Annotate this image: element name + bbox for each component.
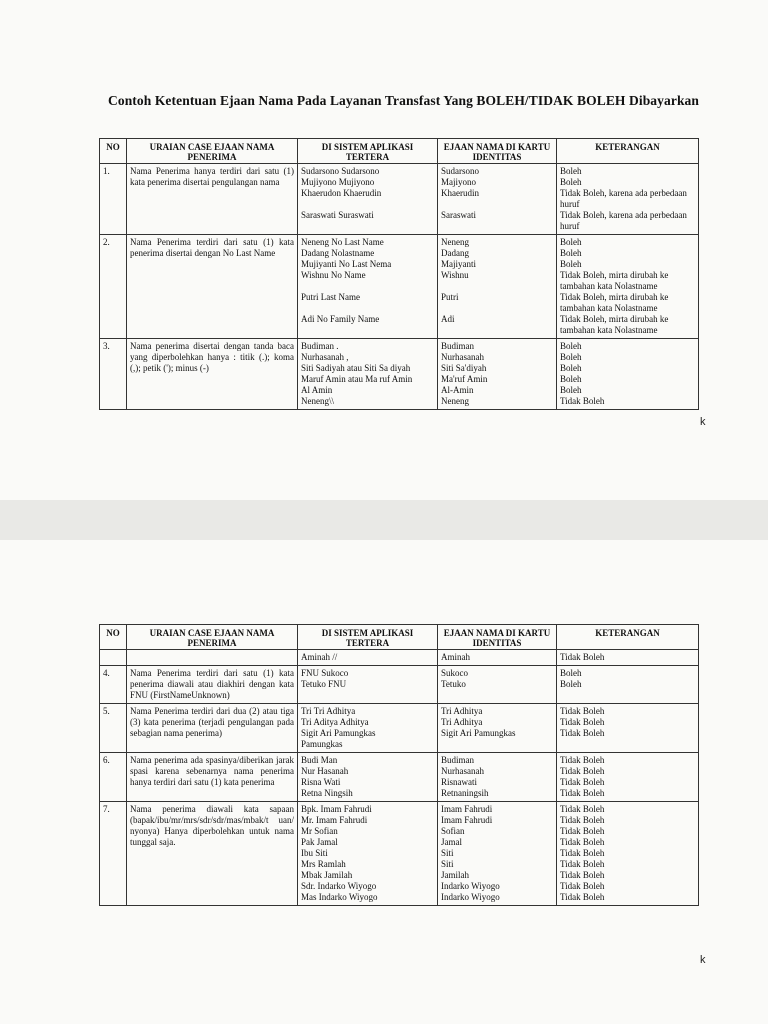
keterangan-line: Tidak Boleh: [560, 837, 605, 847]
cell-line: Mujiyono Mujiyono: [301, 177, 375, 187]
cell-keterangan: Tidak Boleh: [557, 650, 699, 666]
cell-line: Mrs Ramlah: [301, 859, 346, 869]
cell-line: Wishnu No Name: [301, 270, 366, 280]
cell-line: [301, 281, 434, 292]
keterangan-line: Boleh: [560, 374, 582, 384]
table-row: [100, 802, 699, 906]
cell-line: [441, 199, 553, 210]
header-keterangan: KETERANGAN: [557, 625, 699, 650]
cell-line: Imam Fahrudi: [441, 804, 493, 814]
keterangan-line: Tidak Boleh: [560, 870, 605, 880]
cell-line: Bpk. Imam Fahrudi: [301, 804, 372, 814]
cell-line: Siti: [441, 859, 454, 869]
cell-line: Tri Aditya Adhitya: [301, 717, 369, 727]
cell-keterangan: [557, 339, 699, 410]
cell-line: Sdr. Indarko Wiyogo: [301, 881, 377, 891]
cell-line: Putri: [441, 292, 459, 302]
cell-keterangan: [557, 753, 699, 802]
cell-sistem: Aminah //: [298, 650, 438, 666]
cell-no: 6.: [100, 753, 127, 802]
header-keterangan: KETERANGAN: [557, 139, 699, 164]
cell-line: Neneng No Last Name: [301, 237, 384, 247]
keterangan-line: Tidak Boleh: [560, 815, 605, 825]
cell-sistem: [298, 339, 438, 410]
cell-uraian: Nama Penerima terdiri dari satu (1) kata penerima disertai dengan No Last Name: [127, 235, 298, 339]
cell-line: Jamal: [441, 837, 462, 847]
cell-line: Wishnu: [441, 270, 469, 280]
rules-table-page-1: [99, 138, 699, 410]
cell-line: Mr Sofian: [301, 826, 338, 836]
cell-line: Imam Fahrudi: [441, 815, 493, 825]
cell-line: Khaerudon Khaerudin: [301, 188, 382, 198]
cell-no: 7.: [100, 802, 127, 906]
cell-line: Sudarsono Sudarsono: [301, 166, 380, 176]
cell-line: Khaerudin: [441, 188, 479, 198]
cell-line: Mr. Imam Fahrudi: [301, 815, 368, 825]
keterangan-line: Tidak Boleh, mirta dirubah ke tambahan kata Nolastname: [560, 292, 669, 313]
cell-line: Dadang: [441, 248, 469, 258]
cell-uraian: Nama penerima diawali kata sapaan (bapak/ibu/mr/mrs/sdr/sdr/mas/mbak/t uan/ nyonya) Hanya diperbolehkan untuk nama tunggal saja.: [127, 802, 298, 906]
keterangan-line: Tidak Boleh: [560, 728, 605, 738]
cell-no: [100, 650, 127, 666]
keterangan-line: Boleh: [560, 177, 582, 187]
cell-no: 1.: [100, 164, 127, 235]
cell-line: Tri Adhitya: [441, 717, 483, 727]
cell-line: Tetuko FNU: [301, 679, 347, 689]
table-header-row: [100, 625, 699, 650]
cell-ejaan: [438, 704, 557, 753]
cell-line: Saraswati Suraswati: [301, 210, 374, 220]
cell-line: Retna Ningsih: [301, 788, 353, 798]
cell-line: [301, 199, 434, 210]
cell-uraian: [127, 650, 298, 666]
cell-line: Neneng\\: [301, 396, 334, 406]
cell-ejaan: [438, 235, 557, 339]
keterangan-line: Boleh: [560, 668, 582, 678]
cell-line: Siti Sa'diyah: [441, 363, 487, 373]
page-gap: [0, 500, 768, 540]
keterangan-line: Boleh: [560, 248, 582, 258]
header-ejaan: EJAAN NAMA DI KARTU IDENTITAS: [438, 625, 557, 650]
table-header-row: [100, 139, 699, 164]
cell-line: Mujiyanti No Last Nema: [301, 259, 392, 269]
keterangan-line: Tidak Boleh, karena ada perbedaan huruf: [560, 188, 687, 209]
cell-line: Budi Man: [301, 755, 338, 765]
table-row: [100, 339, 699, 410]
cell-uraian: Nama Penerima terdiri dari dua (2) atau tiga (3) kata penerima (terjadi pengulangan pada sebagian nama penerima): [127, 704, 298, 753]
keterangan-line: Tidak Boleh: [560, 848, 605, 858]
cell-line: Indarko Wiyogo: [441, 881, 500, 891]
keterangan-line: Tidak Boleh: [560, 777, 605, 787]
cell-line: Mbak Jamilah: [301, 870, 353, 880]
cell-uraian: Nama penerima ada spasinya/diberikan jarak spasi karena sebenarnya nama penerima hanya terdiri dari satu (1) kata penerima: [127, 753, 298, 802]
cell-line: Budiman: [441, 755, 474, 765]
cell-no: 5.: [100, 704, 127, 753]
table-row: [100, 650, 699, 666]
cell-keterangan: [557, 666, 699, 704]
cell-line: Retnaningsih: [441, 788, 489, 798]
keterangan-line: Tidak Boleh: [560, 881, 605, 891]
cell-line: Nurhasanah: [441, 766, 484, 776]
keterangan-line: Tidak Boleh: [560, 706, 605, 716]
cell-uraian: Nama penerima disertai dengan tanda baca yang diperbolehkan hanya : titik (.); koma (,); petik ('); minus (-): [127, 339, 298, 410]
header-sistem: DI SISTEM APLIKASI TERTERA: [298, 625, 438, 650]
cell-line: [441, 303, 553, 314]
keterangan-line: Tidak Boleh: [560, 859, 605, 869]
keterangan-line: Tidak Boleh: [560, 788, 605, 798]
cell-line: FNU Sukoco: [301, 668, 349, 678]
keterangan-line: Boleh: [560, 679, 582, 689]
cell-sistem: [298, 802, 438, 906]
cell-line: Jamilah: [441, 870, 469, 880]
cell-no: 4.: [100, 666, 127, 704]
keterangan-line: Boleh: [560, 166, 582, 176]
keterangan-line: Boleh: [560, 259, 582, 269]
cell-line: Budiman: [441, 341, 474, 351]
table-row: [100, 666, 699, 704]
cell-line: Indarko Wiyogo: [441, 892, 500, 902]
cell-ejaan: Aminah: [438, 650, 557, 666]
cell-line: Tri Tri Adhitya: [301, 706, 356, 716]
cell-line: Al Amin: [301, 385, 333, 395]
keterangan-line: Tidak Boleh: [560, 766, 605, 776]
keterangan-line: Boleh: [560, 363, 582, 373]
cell-keterangan: [557, 704, 699, 753]
cell-line: Risnawati: [441, 777, 477, 787]
handwritten-initial-mark: k: [700, 954, 706, 966]
header-ejaan: EJAAN NAMA DI KARTU IDENTITAS: [438, 139, 557, 164]
keterangan-line: Tidak Boleh: [560, 396, 605, 406]
cell-line: Mas Indarko Wiyogo: [301, 892, 378, 902]
keterangan-line: Tidak Boleh: [560, 892, 605, 902]
cell-sistem: [298, 753, 438, 802]
header-sistem: DI SISTEM APLIKASI TERTERA: [298, 139, 438, 164]
keterangan-line: Boleh: [560, 352, 582, 362]
keterangan-line: Boleh: [560, 237, 582, 247]
table-row: [100, 704, 699, 753]
cell-line: Tetuko: [441, 679, 466, 689]
keterangan-line: Boleh: [560, 341, 582, 351]
handwritten-initial-mark: k: [700, 416, 706, 428]
cell-line: Sudarsono: [441, 166, 479, 176]
cell-line: Ibu Siti: [301, 848, 328, 858]
table-row: [100, 235, 699, 339]
cell-ejaan: [438, 753, 557, 802]
cell-line: Al-Amin: [441, 385, 474, 395]
cell-ejaan: [438, 339, 557, 410]
cell-line: Neneng: [441, 237, 469, 247]
keterangan-line: Tidak Boleh: [560, 755, 605, 765]
cell-line: Nurhasanah ,: [301, 352, 349, 362]
cell-line: [441, 281, 553, 292]
cell-line: Adi No Family Name: [301, 314, 380, 324]
document-title: Contoh Ketentuan Ejaan Nama Pada Layanan Transfast Yang BOLEH/TIDAK BOLEH Dibayarkan: [108, 93, 700, 108]
cell-line: Pamungkas: [301, 739, 343, 749]
cell-line: Tri Adhitya: [441, 706, 483, 716]
cell-line: Sofian: [441, 826, 465, 836]
cell-line: Siti: [441, 848, 454, 858]
cell-sistem: [298, 235, 438, 339]
cell-ejaan: [438, 666, 557, 704]
cell-no: 3.: [100, 339, 127, 410]
cell-line: Majiyono: [441, 177, 476, 187]
keterangan-line: Tidak Boleh: [560, 804, 605, 814]
cell-sistem: [298, 164, 438, 235]
cell-line: Nurhasanah: [441, 352, 484, 362]
keterangan-line: Tidak Boleh, karena ada perbedaan huruf: [560, 210, 687, 231]
cell-line: Majiyanti: [441, 259, 476, 269]
cell-line: Sigit Ari Pamungkas: [301, 728, 376, 738]
cell-line: Saraswati: [441, 210, 476, 220]
cell-line: Budiman .: [301, 341, 339, 351]
cell-uraian: Nama Penerima terdiri dari satu (1) kata penerima diawali atau diakhiri dengan kata FNU (FirstNameUnknown): [127, 666, 298, 704]
keterangan-line: Tidak Boleh, mirta dirubah ke tambahan kata Nolastname: [560, 314, 669, 335]
cell-line: Adi: [441, 314, 455, 324]
table-row: [100, 753, 699, 802]
cell-ejaan: [438, 164, 557, 235]
keterangan-line: Tidak Boleh, mirta dirubah ke tambahan kata Nolastname: [560, 270, 669, 291]
keterangan-line: Boleh: [560, 385, 582, 395]
cell-line: Putri Last Name: [301, 292, 360, 302]
cell-keterangan: [557, 164, 699, 235]
cell-line: Risna Wati: [301, 777, 341, 787]
keterangan-line: Tidak Boleh: [560, 717, 605, 727]
cell-uraian: Nama Penerima hanya terdiri dari satu (1) kata penerima disertai pengulangan nama: [127, 164, 298, 235]
table-row: [100, 164, 699, 235]
cell-line: Nur Hasanah: [301, 766, 349, 776]
cell-sistem: [298, 704, 438, 753]
cell-ejaan: [438, 802, 557, 906]
cell-line: Sigit Ari Pamungkas: [441, 728, 516, 738]
cell-line: Maruf Amin atau Ma ruf Amin: [301, 374, 413, 384]
cell-line: Siti Sadiyah atau Siti Sa diyah: [301, 363, 411, 373]
cell-line: Sukoco: [441, 668, 468, 678]
rules-table-page-2: [99, 624, 699, 906]
cell-line: Neneng: [441, 396, 469, 406]
cell-line: Pak Jamal: [301, 837, 338, 847]
cell-line: [301, 303, 434, 314]
cell-keterangan: [557, 235, 699, 339]
header-uraian: URAIAN CASE EJAAN NAMA PENERIMA: [127, 139, 298, 164]
cell-line: Dadang Nolastname: [301, 248, 375, 258]
cell-keterangan: [557, 802, 699, 906]
header-no: NO: [100, 139, 127, 164]
keterangan-line: Tidak Boleh: [560, 826, 605, 836]
header-uraian: URAIAN CASE EJAAN NAMA PENERIMA: [127, 625, 298, 650]
header-no: NO: [100, 625, 127, 650]
cell-sistem: [298, 666, 438, 704]
cell-no: 2.: [100, 235, 127, 339]
cell-line: Ma'ruf Amin: [441, 374, 488, 384]
